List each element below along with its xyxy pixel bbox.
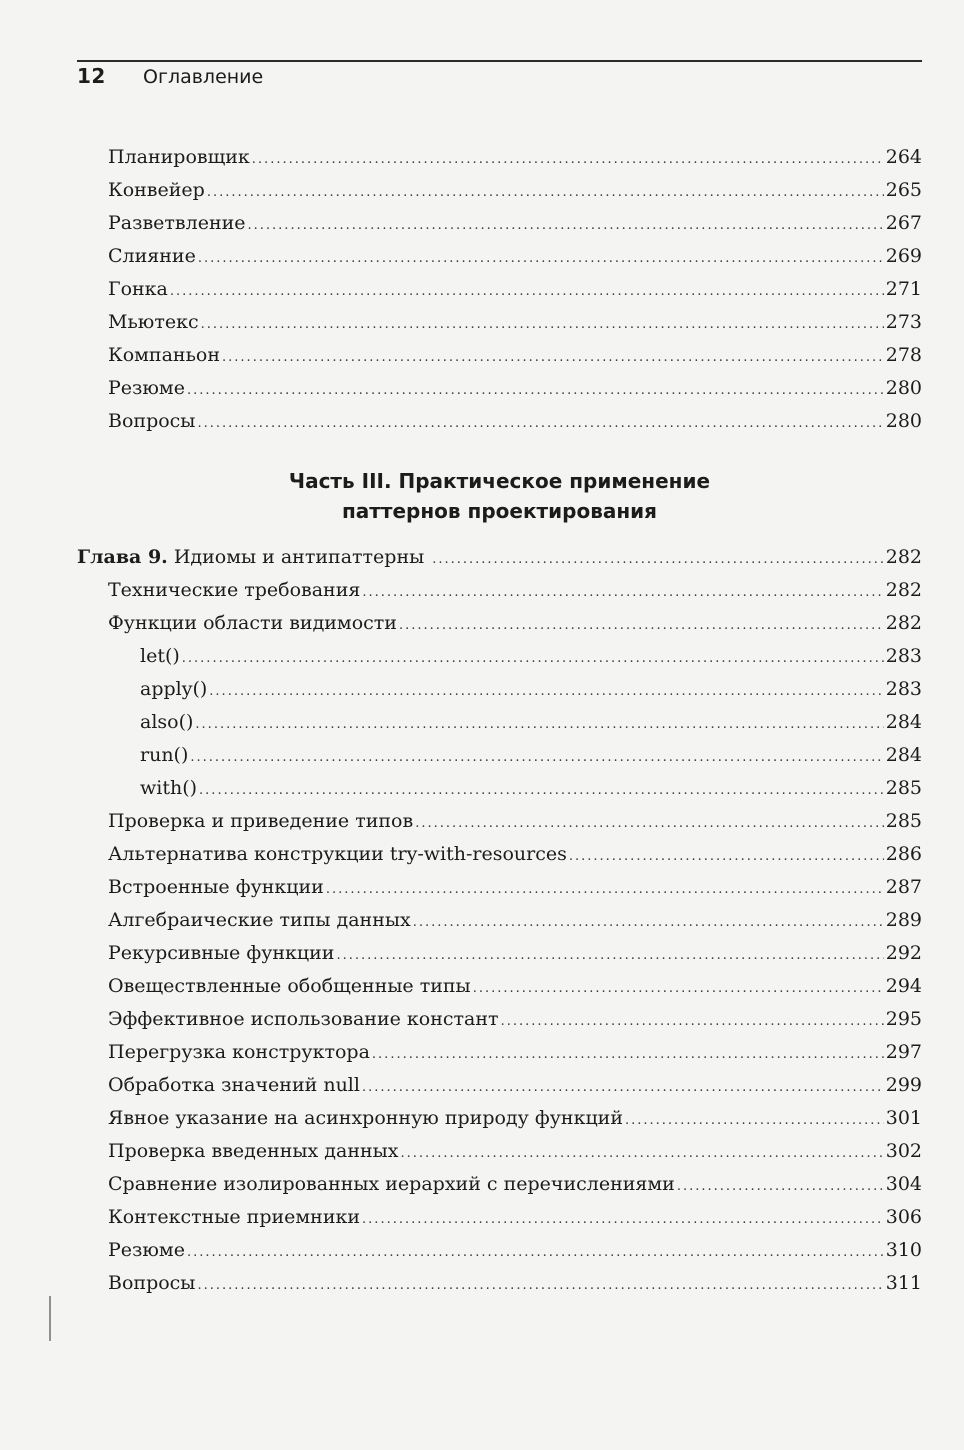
toc-entry-page: 292 xyxy=(885,942,922,964)
toc-entry-label: Рекурсивные функции xyxy=(108,942,335,964)
toc-leader xyxy=(362,578,883,608)
toc-entry-page: 264 xyxy=(885,146,922,168)
running-title: Оглавление xyxy=(143,66,264,88)
toc-leader xyxy=(198,244,884,274)
toc-entry xyxy=(108,175,922,205)
toc-entry xyxy=(108,1268,922,1298)
toc-leader xyxy=(415,809,884,839)
toc-entry xyxy=(108,806,922,836)
toc-subentry xyxy=(140,740,922,770)
toc-entry xyxy=(108,839,922,869)
page-number: 12 xyxy=(77,64,106,88)
toc-entry-page: 306 xyxy=(885,1206,922,1228)
toc-entry-page: 269 xyxy=(885,245,922,267)
toc-entry-label: Планировщик xyxy=(108,146,250,168)
toc-entry-label: Разветвление xyxy=(108,212,246,234)
toc-entry-page: 282 xyxy=(885,612,922,634)
toc-subentry xyxy=(140,707,922,737)
toc-entry-page: 284 xyxy=(885,744,922,766)
toc-leader xyxy=(252,145,884,175)
toc-leader xyxy=(336,941,883,971)
toc-leader xyxy=(222,343,884,373)
toc-entry xyxy=(108,274,922,304)
toc-entry-label: apply() xyxy=(140,678,208,700)
toc-entry xyxy=(108,1202,922,1232)
toc-leader xyxy=(362,1073,884,1103)
toc-entry xyxy=(108,575,922,605)
toc-entry xyxy=(108,971,922,1001)
toc-leader xyxy=(248,211,884,241)
toc-entry-label: Овеществленные обобщенные типы xyxy=(108,975,471,997)
toc-entry-page: 285 xyxy=(885,810,922,832)
toc-entry-page: 285 xyxy=(885,777,922,799)
chapter-prefix: Глава 9. xyxy=(77,546,168,568)
toc-subentry xyxy=(140,674,922,704)
toc-entry-label: Явное указание на асинхронную природу функций xyxy=(108,1107,623,1129)
toc-leader xyxy=(182,644,884,674)
toc-entry xyxy=(108,938,922,968)
toc-entry xyxy=(108,1136,922,1166)
toc-entry xyxy=(108,208,922,238)
toc-leader xyxy=(201,310,884,340)
toc-leader xyxy=(187,1238,884,1268)
toc-leader xyxy=(413,908,884,938)
toc-entry-label: Компаньон xyxy=(108,344,221,366)
chapter-title: Идиомы и антипаттерны xyxy=(173,546,425,568)
toc-entry-page: 280 xyxy=(885,377,922,399)
toc-entry-label: Вопросы xyxy=(108,1272,196,1294)
toc-entry-page: 302 xyxy=(885,1140,922,1162)
toc-leader xyxy=(199,776,884,806)
toc-entry-page: 311 xyxy=(885,1272,922,1294)
toc-entry-label: Технические требования xyxy=(108,579,361,601)
toc-entry-page: 286 xyxy=(885,843,922,865)
toc-leader xyxy=(209,677,883,707)
toc-entry-page: 304 xyxy=(885,1173,922,1195)
toc-entry-page: 280 xyxy=(885,410,922,432)
toc-leader xyxy=(372,1040,884,1070)
toc-leader xyxy=(170,277,884,307)
toc-entry-label: Вопросы xyxy=(108,410,196,432)
toc-chapter-page: 282 xyxy=(885,546,922,568)
toc-leader xyxy=(501,1007,884,1037)
toc-leader xyxy=(432,545,884,575)
toc-leader xyxy=(326,875,884,905)
toc-entry-page: 301 xyxy=(885,1107,922,1129)
toc-entry-label: Обработка значений null xyxy=(108,1074,360,1096)
toc-entry xyxy=(108,905,922,935)
toc-leader xyxy=(401,1139,884,1169)
toc-entry-page: 265 xyxy=(885,179,922,201)
toc-entry-page: 278 xyxy=(885,344,922,366)
toc-entry-page: 310 xyxy=(885,1239,922,1261)
toc-leader xyxy=(195,710,883,740)
toc-leader xyxy=(362,1205,884,1235)
toc-entry-page: 287 xyxy=(885,876,922,898)
toc-subentry xyxy=(140,773,922,803)
toc-entry-label: let() xyxy=(140,645,180,667)
toc-entry-label: Проверка введенных данных xyxy=(108,1140,399,1162)
toc-leader xyxy=(197,1271,883,1301)
toc-entry-label: Мьютекс xyxy=(108,311,199,333)
toc-entry xyxy=(108,1004,922,1034)
header-rule xyxy=(77,60,922,62)
toc-entry-page: 283 xyxy=(885,645,922,667)
toc-entry xyxy=(108,1037,922,1067)
toc-entry-label: Эффективное использование констант xyxy=(108,1008,499,1030)
toc-chapter xyxy=(77,542,922,572)
toc-entry xyxy=(108,872,922,902)
toc-entry xyxy=(108,608,922,638)
toc-entry-label: Слияние xyxy=(108,245,196,267)
toc-entry-page: 283 xyxy=(885,678,922,700)
part-heading xyxy=(77,466,922,526)
toc-leader xyxy=(625,1106,884,1136)
margin-scan-mark xyxy=(49,1296,51,1341)
toc-entry xyxy=(108,307,922,337)
toc-entry xyxy=(108,1235,922,1265)
toc-entry xyxy=(108,142,922,172)
toc-entry-label: Функции области видимости xyxy=(108,612,397,634)
toc-leader xyxy=(207,178,884,208)
toc-entry xyxy=(108,406,922,436)
part-heading-line2: паттернов проектирования xyxy=(341,499,658,523)
toc-entry-label: Гонка xyxy=(108,278,168,300)
toc-entry-page: 297 xyxy=(885,1041,922,1063)
toc-entry-label: Резюме xyxy=(108,1239,185,1261)
toc-entry-page: 273 xyxy=(885,311,922,333)
toc-leader xyxy=(187,376,884,406)
toc-entry-page: 295 xyxy=(885,1008,922,1030)
toc-entry xyxy=(108,1103,922,1133)
toc-entry-label: Резюме xyxy=(108,377,185,399)
toc-leader xyxy=(473,974,884,1004)
toc-entry-label: Алгебраические типы данных xyxy=(108,909,411,931)
toc-entry xyxy=(108,241,922,271)
toc-entry xyxy=(108,1169,922,1199)
toc-leader xyxy=(399,611,884,641)
toc-entry-label: Контекстные приемники xyxy=(108,1206,361,1228)
toc-entry xyxy=(108,340,922,370)
toc-entry-page: 289 xyxy=(885,909,922,931)
toc-leader xyxy=(569,842,884,872)
toc-leader xyxy=(677,1172,884,1202)
toc-entry-label: Альтернатива конструкции try-with-resources xyxy=(108,843,567,865)
toc-entry xyxy=(108,373,922,403)
toc-entry-page: 271 xyxy=(885,278,922,300)
toc-leader xyxy=(190,743,883,773)
toc-entry-label: run() xyxy=(140,744,189,766)
toc-entry-label: Проверка и приведение типов xyxy=(108,810,414,832)
toc-entry-label: also() xyxy=(140,711,194,733)
toc-entry-page: 294 xyxy=(885,975,922,997)
toc-entry-page: 299 xyxy=(885,1074,922,1096)
toc-entry-label: Перегрузка конструктора xyxy=(108,1041,370,1063)
toc-leader xyxy=(197,409,883,439)
toc-entry-label: Конвейер xyxy=(108,179,205,201)
toc-entry-label: Сравнение изолированных иерархий с перечислениями xyxy=(108,1173,675,1195)
toc-subentry xyxy=(140,641,922,671)
toc-entry-page: 284 xyxy=(885,711,922,733)
part-heading-line1: Часть III. Практическое применение xyxy=(288,469,711,493)
toc-entry-page: 282 xyxy=(885,579,922,601)
toc-entry xyxy=(108,1070,922,1100)
toc-entry-label: Встроенные функции xyxy=(108,876,324,898)
toc-entry-label: with() xyxy=(140,777,198,799)
toc-entry-page: 267 xyxy=(885,212,922,234)
toc-chapter-label xyxy=(77,542,424,572)
